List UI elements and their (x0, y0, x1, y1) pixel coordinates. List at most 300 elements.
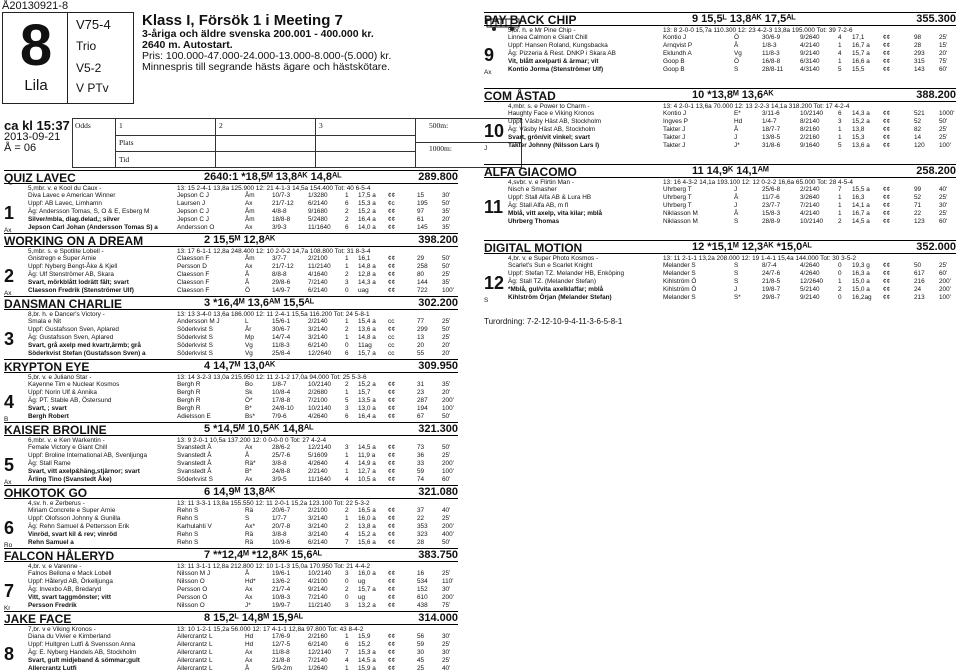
row-driver: Svanstedt Å (177, 468, 212, 475)
row-race-date: 21/8-5 (762, 278, 781, 285)
row-driver: Uhrberg T (663, 186, 692, 193)
start-row (484, 142, 956, 150)
start-row (4, 602, 458, 610)
start-row (4, 665, 458, 672)
horse-prefix: Ro (4, 542, 13, 549)
row-placing: 3 (345, 405, 349, 412)
row-driver: Melander S (663, 270, 696, 277)
row-shoe: cc (388, 334, 395, 341)
row-placing: 0 (838, 294, 842, 301)
horse-prize: 398.200 (418, 234, 458, 246)
row-line-text: Svart, gult midjeband & sömmar;gult (28, 657, 140, 664)
row-prize: 25' (939, 210, 948, 217)
row-line-text: Diana du Vivier e Kimberland (28, 633, 111, 640)
row-shoe: ¢¢ (388, 539, 396, 546)
row-track: Ax (245, 476, 253, 483)
row-post-distance: 6/2140 (308, 539, 328, 546)
grid-odds: Odds (75, 121, 91, 130)
row-race-date: 30/6-7 (272, 326, 291, 333)
row-line-text: Äg: Stall TZ. (Melander Stefan) (508, 278, 596, 285)
row-prize: 1000' (939, 110, 955, 117)
row-driver: Melander S (663, 294, 696, 301)
row-driver: Kontio J (663, 110, 687, 117)
row-prize: 100' (442, 287, 454, 294)
row-shoe: ¢¢ (388, 208, 396, 215)
turordning: Turordning: 7-2-12-10-9-4-11-3-6-5-8-1 (484, 317, 623, 326)
row-driver: Arnqvist P (663, 42, 693, 49)
row-placing: 7 (345, 539, 349, 546)
row-track: Ax (245, 444, 253, 451)
row-race-date: 10/9-6 (272, 539, 291, 546)
row-race-date: 1/7-7 (272, 515, 287, 522)
row-line-text: Äg: Gustafsson Sven, Aplared (28, 334, 114, 341)
row-race-date: 14/7-4 (272, 334, 291, 341)
start-row (484, 134, 956, 142)
row-placing: 1 (838, 134, 842, 141)
start-row (4, 271, 458, 279)
row-shoe: ¢¢ (883, 58, 891, 65)
start-row (4, 539, 458, 547)
row-placing: 1 (345, 263, 349, 270)
row-time: 15,7 a (358, 350, 376, 357)
row-shoe: ¢¢ (883, 202, 891, 209)
start-row (484, 270, 956, 278)
row-driver: Allercrantz L (177, 665, 213, 672)
row-track: Ax (245, 224, 253, 231)
row-placing: 2 (345, 523, 349, 530)
row-odds: 23 (417, 389, 425, 396)
row-shoe: ¢¢ (388, 389, 396, 396)
row-shoe: ¢¢ (388, 523, 396, 530)
horse-header (4, 485, 458, 499)
row-line-text: Persson Fredrik (28, 602, 77, 609)
row-line-text: Uppf: Hultgren Lutfi & Svensson Anna (28, 641, 136, 648)
row-time: 14,3 a (852, 110, 870, 117)
row-race-date: 13/8-5 (762, 134, 781, 141)
row-post-distance: 5/1609 (308, 452, 328, 459)
row-odds: 216 (914, 278, 925, 285)
row-prize: 30' (442, 192, 451, 199)
start-row (4, 255, 458, 263)
row-line-text: *Mblå, gul/vita axelklaffar; mblå (508, 286, 604, 293)
row-placing: 7 (838, 186, 842, 193)
row-race-date: 3/8-8 (272, 460, 287, 467)
row-placing: 1 (345, 665, 349, 672)
row-post-distance: 9/2640 (800, 34, 820, 41)
race-date: 2013-09-21 (4, 131, 61, 143)
row-race-date: 10/8-4 (272, 389, 291, 396)
row-track: S (245, 515, 250, 522)
row-odds: 20 (417, 342, 425, 349)
row-prize: 200' (442, 397, 454, 404)
race-number: 8 (19, 13, 53, 78)
row-time: 15,4 a (358, 318, 376, 325)
row-time: 13,6 a (852, 142, 870, 149)
row-post-distance: 11/1640 (308, 476, 331, 483)
row-odds: 28 (417, 539, 425, 546)
row-post-distance: 4/2140 (800, 42, 820, 49)
start-row (484, 286, 956, 294)
row-track: J* (734, 142, 740, 149)
row-post-distance: 10/2140 (800, 218, 824, 225)
row-driver: Persson D (177, 263, 207, 270)
row-track: S* (734, 294, 741, 301)
row-time: 15,7 a (852, 50, 870, 57)
page-id: Å20130921-8 (2, 0, 69, 12)
race-track: Å = 06 (4, 142, 37, 154)
row-line-text: Gnistregn e Super Arnie (28, 255, 97, 262)
horse-pedigree: 4,br. v. e Super Photo Kosmos - (508, 255, 599, 262)
start-row (484, 186, 956, 194)
row-placing: 1 (345, 389, 349, 396)
row-line-text: Bergh Robert (28, 413, 69, 420)
row-post-distance: 11/2140 (308, 602, 331, 609)
row-driver: Allercrantz L (177, 649, 213, 656)
horse-header (484, 12, 956, 26)
row-post-distance: 6/2140 (308, 287, 328, 294)
row-track: Hd* (245, 578, 256, 585)
bet-type: V75-4 (76, 17, 111, 32)
row-line-text: Kihlström Örjan (Melander Stefan) (508, 294, 612, 301)
row-post-distance: 7/2140 (308, 279, 328, 286)
row-track: Å (245, 665, 250, 672)
horse-stats: 13: 10 1-2-1 15,2a 56.000 12: 17 4-1-1 12,8a 97.800 Tot: 43 8-4-2 (177, 626, 364, 633)
row-shoe: ¢¢ (388, 460, 396, 467)
row-track: Rä (245, 507, 254, 514)
start-row (484, 42, 956, 50)
row-shoe: ¢¢ (388, 413, 396, 420)
row-race-date: 31/8-6 (762, 142, 781, 149)
row-placing: 1 (345, 633, 349, 640)
row-race-date: 17/6-9 (272, 633, 291, 640)
start-row (4, 633, 458, 641)
row-post-distance: 7/2100 (308, 397, 328, 404)
row-odds: 37 (417, 507, 425, 514)
row-track: Ax (245, 594, 253, 601)
race-prizes: Pris: 100.000-47.000-24.000-13.000-8.000-(5.000) kr. (142, 50, 392, 62)
start-time: ca kl 15:37 (4, 118, 70, 133)
horse-pedigree: 5,br. h. e Mr Pine Chip - (508, 27, 576, 34)
row-prize: 200' (442, 460, 454, 467)
row-shoe: ¢¢ (388, 468, 396, 475)
row-prize: 200' (939, 286, 951, 293)
horse-prefix: Ax (4, 290, 12, 297)
row-driver: Söderkvist S (177, 476, 213, 483)
row-driver: Uhrberg T (663, 194, 692, 201)
row-odds: 45 (417, 657, 425, 664)
horse-name: KAISER BROLINE (4, 423, 107, 437)
start-row (484, 118, 956, 126)
start-row (4, 531, 458, 539)
row-line-text: Uppf: Norin Ulf & Annika (28, 389, 97, 396)
row-driver: Bergh R (177, 397, 201, 404)
row-time: 10,5 a (358, 476, 376, 483)
row-prize: 40' (939, 186, 948, 193)
row-prize: 30' (442, 633, 451, 640)
row-line-text: Linnea Calmon e Giant Chill (508, 34, 588, 41)
bet-type: V5-2 (76, 61, 102, 75)
row-line-text: Miriam Concrete e Super Arnie (28, 507, 116, 514)
row-shoe: ¢¢ (883, 278, 891, 285)
row-time: 15,2 a (358, 531, 376, 538)
row-odds: 98 (914, 34, 922, 41)
row-odds: 258 (417, 263, 428, 270)
row-track: Hd (734, 118, 743, 125)
row-placing: 1 (345, 255, 349, 262)
row-post-distance: 5/2480 (308, 216, 328, 223)
row-prize: 25' (939, 126, 948, 133)
row-line-text: Uppf: AB Lavec, Limhamn (28, 200, 102, 207)
row-odds: 15 (417, 192, 425, 199)
row-driver: Nilsson O (177, 602, 205, 609)
row-race-date: 24/7-6 (762, 270, 781, 277)
row-odds: 438 (417, 602, 428, 609)
horse-pedigree: 5,br. v. e Juliano Star - (28, 374, 92, 381)
row-shoe: ¢¢ (883, 142, 891, 149)
horse-stats: 13: 8 2-0-0 15,7a 110.300 12: 23 4-2-3 13,8a 195.000 Tot: 39 7-2-6 (663, 27, 853, 34)
row-shoe: ¢¢ (388, 216, 396, 223)
row-race-date: 18/7-7 (762, 126, 781, 133)
start-number: 3 (4, 329, 15, 349)
row-time: 15,6 a (358, 539, 376, 546)
row-race-date: 3/11-6 (762, 110, 780, 117)
row-post-distance: 9/2140 (308, 586, 328, 593)
row-shoe: ¢¢ (883, 262, 891, 269)
row-track: Å (245, 452, 250, 459)
row-placing: 1 (838, 202, 842, 209)
row-track: S (734, 270, 739, 277)
row-post-distance: 8/2160 (800, 126, 820, 133)
row-post-distance: 1/2640 (308, 665, 328, 672)
row-placing: 0 (838, 262, 842, 269)
row-odds: 59 (417, 641, 425, 648)
row-shoe: ¢¢ (883, 34, 891, 41)
row-odds: 293 (914, 50, 925, 57)
row-race-date: 19/6-1 (272, 570, 291, 577)
row-line-text: Rehn Samuel a (28, 539, 74, 546)
horse-block (4, 359, 458, 423)
row-driver: Svanstedt Å (177, 444, 212, 451)
row-race-date: 25/7-6 (272, 452, 291, 459)
horse-block (484, 88, 956, 152)
row-placing: 3 (345, 444, 349, 451)
row-post-distance: 4/2640 (308, 413, 328, 420)
row-shoe: ¢¢ (883, 194, 891, 201)
row-time: 13,8 a (358, 523, 376, 530)
row-time: 16,4 a (358, 413, 376, 420)
row-track: Ö (734, 58, 739, 65)
row-race-date: 21/7-4 (272, 586, 291, 593)
row-shoe: ¢¢ (883, 186, 891, 193)
row-line-text: Nisch e Smasher (508, 186, 557, 193)
row-time: 15,2 (358, 641, 371, 648)
row-driver: Goop B (663, 58, 685, 65)
row-driver: Karhulahti V (177, 523, 212, 530)
row-driver: Andersson O (177, 224, 215, 231)
row-line-text: Uppf: Gustafsson Sven, Aplared (28, 326, 119, 333)
row-track: Å (734, 210, 739, 217)
row-post-distance: 9/1640 (800, 142, 820, 149)
horse-prize: 314.000 (418, 612, 458, 624)
row-shoe: ¢¢ (388, 326, 396, 333)
horse-name: ALFA GIACOMO (484, 165, 577, 179)
row-post-distance: 10/2140 (308, 405, 332, 412)
row-time: 13,8 (852, 126, 865, 133)
row-race-date: 11/8-3 (762, 50, 780, 57)
row-race-date: 5/9-2m (272, 665, 292, 672)
row-post-distance: 4/2640 (800, 270, 820, 277)
horse-prize: 258.200 (916, 165, 956, 177)
row-post-distance: 12/2140 (308, 444, 332, 451)
row-track: Ö (245, 287, 250, 294)
row-post-distance: 10/2140 (308, 381, 332, 388)
row-time: 16,5 a (358, 507, 376, 514)
row-time: 15,3 a (358, 649, 376, 656)
start-number: 7 (4, 581, 15, 601)
horse-prize: 355.300 (916, 13, 956, 25)
horse-prefix: Ax (484, 69, 492, 76)
horse-name: OHKOTOK GO (4, 486, 88, 500)
row-track: Rä (245, 531, 254, 538)
row-post-distance: 10/2140 (308, 570, 332, 577)
horse-pedigree: 5,mbr. s. e Spotlite Lobell - (28, 248, 104, 255)
start-row (4, 287, 458, 295)
start-number: 2 (4, 266, 15, 286)
horse-name: PAY BACK CHIP (484, 13, 577, 27)
horse-prefix: Ax (4, 479, 12, 486)
row-race-date: 12/7-5 (272, 641, 291, 648)
start-row (4, 476, 458, 484)
row-placing: 0 (345, 594, 349, 601)
row-placing: 2 (345, 271, 349, 278)
row-line-text: Claesson Fredrik (Stenströmer Ulf) (28, 287, 134, 294)
horse-block (484, 164, 956, 228)
row-placing: 3 (345, 602, 349, 609)
row-time: 16,0 a (358, 570, 376, 577)
start-row (4, 405, 458, 413)
row-post-distance: 9/1680 (308, 208, 328, 215)
row-time: 15,9 (358, 633, 371, 640)
row-post-distance: 12/2140 (308, 649, 332, 656)
row-time: 16,0 a (358, 515, 376, 522)
row-post-distance: 3/2140 (308, 326, 328, 333)
row-time: 14,5 a (358, 657, 376, 664)
horse-header (4, 233, 458, 247)
row-prize: 20' (442, 216, 451, 223)
row-race-date: 3/9-5 (272, 476, 287, 483)
row-shoe: ¢¢ (883, 50, 891, 57)
row-prize: 200' (442, 523, 454, 530)
row-track: År (245, 326, 252, 333)
row-placing: 4 (838, 34, 842, 41)
row-line-text: Falnos Bellona e Mack Lobell (28, 570, 112, 577)
row-time: 14,8 a (358, 334, 376, 341)
row-placing: 3 (838, 118, 842, 125)
row-time: 13,6 a (358, 326, 376, 333)
row-track: Åm (245, 208, 255, 215)
horse-name: WORKING ON A DREAM (4, 234, 144, 248)
row-prize: 50' (442, 413, 451, 420)
row-line-text: Uppf: Håleryd AB, Örkelljunga (28, 578, 113, 585)
row-placing: 1 (838, 278, 842, 285)
row-post-distance: 2/2100 (308, 507, 328, 514)
race-title: Klass I, Försök 1 i Meeting 7 (142, 12, 343, 29)
start-number: 4 (4, 392, 15, 412)
row-odds: 52 (914, 194, 922, 201)
horse-block (484, 12, 956, 76)
row-shoe: ¢¢ (388, 578, 396, 585)
row-time: 14,0 a (358, 224, 376, 231)
row-odds: 22 (417, 515, 425, 522)
row-track: Å (734, 42, 739, 49)
row-track: Rä* (245, 460, 256, 467)
row-time: 15,0 a (852, 278, 870, 285)
start-row (4, 515, 458, 523)
row-time: 16,7 a (852, 42, 870, 49)
row-odds: 50 (914, 262, 922, 269)
horse-header (4, 359, 458, 373)
row-placing: 2 (838, 286, 842, 293)
row-odds: 152 (417, 586, 428, 593)
row-line-text: Uppf: Stall Alfa AB & Lura HB (508, 194, 592, 201)
grid-tid: Tid (119, 155, 130, 164)
row-odds: 534 (417, 578, 428, 585)
start-row (484, 194, 956, 202)
row-track: Mp (245, 334, 254, 341)
horse-header (4, 170, 458, 184)
row-odds: 315 (914, 58, 925, 65)
horse-pedigree: 4,svbr. v. e Flirtin Man - (508, 179, 574, 186)
row-race-date: 30/6-9 (762, 34, 781, 41)
row-race-date: 23/7-7 (762, 202, 781, 209)
horse-pedigree: 5,mbr. v. e Kool du Caux - (28, 185, 102, 192)
row-track: J (734, 134, 738, 141)
horse-stats: 13: 11 3-3-1 13,8a 155.550 12: 11 2-0-1 15,2a 123.100 Tot: 22 5-3-2 (177, 500, 370, 507)
horse-prize: 302.200 (418, 297, 458, 309)
row-odds: 80 (417, 271, 425, 278)
row-shoe: ¢¢ (883, 218, 891, 225)
row-driver: Kontio J (663, 34, 687, 41)
row-placing: 2 (345, 326, 349, 333)
bet-type: Trio (76, 39, 97, 53)
row-track: S (734, 262, 739, 269)
row-prize: 25' (939, 34, 948, 41)
start-row (4, 444, 458, 452)
row-odds: 77 (417, 318, 425, 325)
row-driver: Jepson C J (177, 192, 209, 199)
horse-name: COM ÅSTAD (484, 89, 556, 103)
horse-odds: 9 15,5ᴸ 13,8ᴬᴷ 17,5ᴬᴸ (692, 13, 796, 25)
row-race-date: 13/6-2 (272, 578, 291, 585)
row-shoe: ¢¢ (388, 633, 396, 640)
row-line-text: Vit, blått axelparti & ärmar; vit (508, 58, 599, 65)
row-post-distance: 2/2140 (800, 186, 820, 193)
row-race-date: 3/9-3 (272, 224, 287, 231)
bet-types (68, 12, 134, 104)
row-driver: Svanstedt Å (177, 452, 212, 459)
start-number: 11 (484, 197, 504, 217)
row-driver: Claesson F (177, 287, 210, 294)
row-shoe: ¢¢ (388, 405, 396, 412)
row-time: 13,5 a (358, 397, 376, 404)
row-placing: 2 (345, 381, 349, 388)
start-row (4, 263, 458, 271)
row-race-date: 29/8-6 (272, 279, 291, 286)
row-prize: 100' (939, 142, 951, 149)
row-race-date: 10/7-3 (272, 192, 291, 199)
start-row (484, 202, 956, 210)
row-shoe: ¢¢ (388, 255, 396, 262)
